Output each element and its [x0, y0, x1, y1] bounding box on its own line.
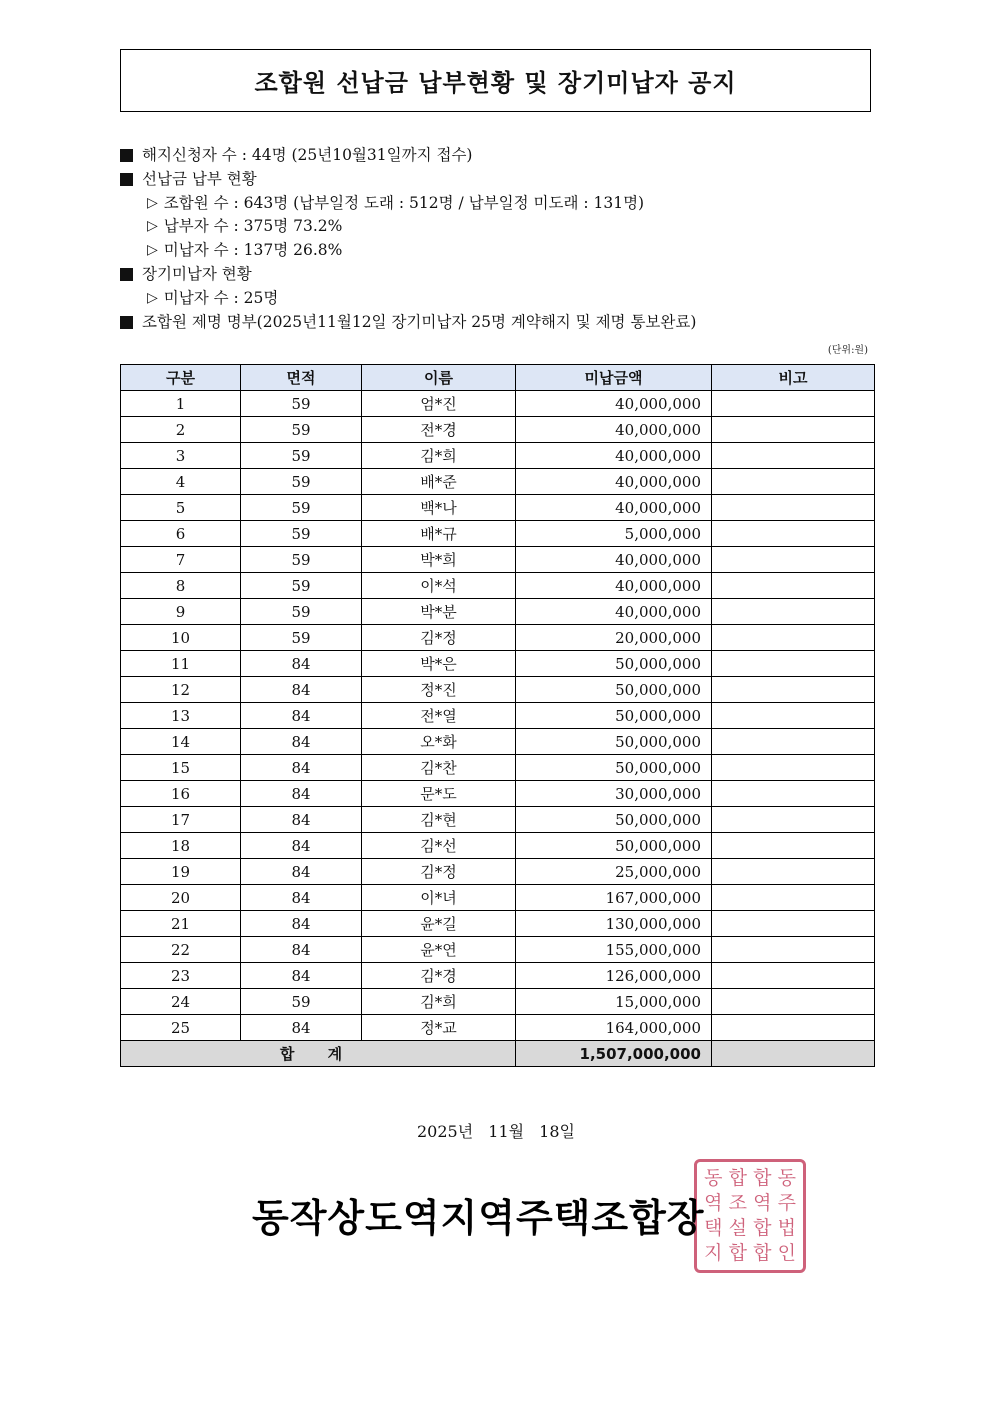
cell-name: 배*준 — [362, 469, 516, 495]
cell-area: 84 — [241, 1015, 362, 1041]
table-row — [121, 391, 875, 417]
cell-name: 김*희 — [362, 443, 516, 469]
cell-area: 84 — [241, 911, 362, 937]
cell-name: 김*경 — [362, 963, 516, 989]
info-sub-paid — [120, 215, 880, 239]
seal-character: 역 — [753, 1192, 772, 1214]
black-square-icon — [120, 173, 133, 186]
cell-area: 59 — [241, 625, 362, 651]
cell-amount: 167,000,000 — [516, 885, 712, 911]
cell-note — [712, 807, 875, 833]
cell-amount: 40,000,000 — [516, 469, 712, 495]
total-amount: 1,507,000,000 — [516, 1041, 712, 1067]
cell-amount: 20,000,000 — [516, 625, 712, 651]
cell-name: 정*진 — [362, 677, 516, 703]
seal-character: 법 — [777, 1217, 796, 1239]
cell-no: 19 — [121, 859, 241, 885]
notice-date: 2025년 11월 18일 — [417, 1122, 575, 1141]
cell-amount: 130,000,000 — [516, 911, 712, 937]
cell-note — [712, 963, 875, 989]
black-square-icon — [120, 268, 133, 281]
table-row — [121, 599, 875, 625]
info-section — [120, 144, 880, 334]
info-text: 미납자 수 : 25명 — [163, 288, 279, 307]
cell-name: 박*분 — [362, 599, 516, 625]
table-row — [121, 963, 875, 989]
cell-name: 김*선 — [362, 833, 516, 859]
cell-name: 김*찬 — [362, 755, 516, 781]
cell-name: 전*경 — [362, 417, 516, 443]
cell-no: 25 — [121, 1015, 241, 1041]
cell-amount: 15,000,000 — [516, 989, 712, 1015]
cell-amount: 50,000,000 — [516, 755, 712, 781]
cell-name: 전*열 — [362, 703, 516, 729]
seal-character: 합 — [728, 1167, 747, 1189]
cell-amount: 164,000,000 — [516, 1015, 712, 1041]
cell-note — [712, 755, 875, 781]
cell-area: 84 — [241, 833, 362, 859]
cell-note — [712, 729, 875, 755]
info-line-longterm — [120, 263, 880, 287]
unit-note: (단위:원) — [827, 345, 868, 356]
table-row — [121, 1015, 875, 1041]
cell-name: 오*화 — [362, 729, 516, 755]
table-row — [121, 417, 875, 443]
table-row — [121, 781, 875, 807]
info-sub-members — [120, 192, 880, 216]
table-row — [121, 859, 875, 885]
info-text: 해지신청자 수 : 44명 (25년10월31일까지 접수) — [142, 146, 473, 164]
table-row — [121, 651, 875, 677]
cell-note — [712, 885, 875, 911]
seal-character: 인 — [777, 1242, 796, 1264]
cell-amount: 40,000,000 — [516, 417, 712, 443]
cell-name: 윤*길 — [362, 911, 516, 937]
cell-name: 정*교 — [362, 1015, 516, 1041]
table-row — [121, 495, 875, 521]
cell-no: 1 — [121, 391, 241, 417]
title-box — [120, 49, 871, 112]
seal-character: 택 — [704, 1217, 723, 1239]
info-text: 미납자 수 : 137명 26.8% — [163, 241, 343, 260]
info-text: 조합원 제명 명부(2025년11월12일 장기미납자 25명 계약해지 및 제명 통보완료) — [142, 312, 697, 331]
cell-area: 59 — [241, 495, 362, 521]
cell-name: 김*정 — [362, 625, 516, 651]
cell-note — [712, 651, 875, 677]
cell-note — [712, 781, 875, 807]
cell-note — [712, 911, 875, 937]
cell-area: 84 — [241, 885, 362, 911]
cell-area: 84 — [241, 859, 362, 885]
info-sub-unpaid — [120, 239, 880, 263]
cell-area: 59 — [241, 521, 362, 547]
cell-name: 김*정 — [362, 859, 516, 885]
cell-area: 84 — [241, 963, 362, 989]
cell-amount: 25,000,000 — [516, 859, 712, 885]
header-amount: 미납금액 — [516, 365, 712, 391]
cell-note — [712, 417, 875, 443]
header-name: 이름 — [362, 365, 516, 391]
cell-no: 17 — [121, 807, 241, 833]
cell-amount: 40,000,000 — [516, 599, 712, 625]
seal-character: 역 — [704, 1192, 723, 1214]
cell-no: 4 — [121, 469, 241, 495]
table-row — [121, 573, 875, 599]
cell-name: 김*현 — [362, 807, 516, 833]
triangle-right-icon: ▷ — [147, 289, 158, 306]
cell-area: 59 — [241, 573, 362, 599]
cell-amount: 50,000,000 — [516, 807, 712, 833]
cell-name: 백*나 — [362, 495, 516, 521]
cell-no: 8 — [121, 573, 241, 599]
cell-no: 22 — [121, 937, 241, 963]
cell-note — [712, 937, 875, 963]
cell-amount: 40,000,000 — [516, 573, 712, 599]
cell-amount: 50,000,000 — [516, 729, 712, 755]
seal-character: 동 — [777, 1167, 796, 1189]
cell-no: 9 — [121, 599, 241, 625]
cell-area: 59 — [241, 443, 362, 469]
cell-no: 18 — [121, 833, 241, 859]
total-row — [121, 1041, 875, 1067]
cell-note — [712, 859, 875, 885]
cell-no: 21 — [121, 911, 241, 937]
cell-area: 84 — [241, 729, 362, 755]
table-row — [121, 703, 875, 729]
cell-no: 2 — [121, 417, 241, 443]
cell-name: 박*은 — [362, 651, 516, 677]
cell-no: 11 — [121, 651, 241, 677]
triangle-right-icon: ▷ — [147, 194, 158, 211]
cell-note — [712, 599, 875, 625]
cell-area: 84 — [241, 781, 362, 807]
cell-note — [712, 1015, 875, 1041]
table-row — [121, 807, 875, 833]
cell-name: 문*도 — [362, 781, 516, 807]
cell-area: 84 — [241, 807, 362, 833]
header-no: 구분 — [121, 365, 241, 391]
cell-no: 12 — [121, 677, 241, 703]
official-seal — [694, 1159, 806, 1273]
cell-note — [712, 677, 875, 703]
cell-area: 84 — [241, 703, 362, 729]
black-square-icon — [120, 149, 133, 162]
seal-character: 합 — [753, 1167, 772, 1189]
cell-amount: 50,000,000 — [516, 833, 712, 859]
cell-area: 59 — [241, 547, 362, 573]
info-text: 조합원 수 : 643명 (납부일정 도래 : 512명 / 납부일정 미도래 : 131명) — [163, 193, 645, 212]
cell-area: 84 — [241, 651, 362, 677]
page-title: 조합원 선납금 납부현황 및 장기미납자 공지 — [254, 69, 737, 97]
info-sub-longterm-count — [120, 287, 880, 311]
cell-name: 이*석 — [362, 573, 516, 599]
cell-name: 윤*연 — [362, 937, 516, 963]
seal-character: 동 — [704, 1167, 723, 1189]
cell-note — [712, 625, 875, 651]
seal-character: 합 — [753, 1242, 772, 1264]
cell-area: 59 — [241, 989, 362, 1015]
cell-amount: 30,000,000 — [516, 781, 712, 807]
seal-character: 주 — [777, 1192, 796, 1214]
cell-area: 84 — [241, 755, 362, 781]
cell-area: 59 — [241, 599, 362, 625]
table-row — [121, 911, 875, 937]
cell-note — [712, 989, 875, 1015]
cell-note — [712, 391, 875, 417]
triangle-right-icon: ▷ — [147, 218, 158, 235]
info-text: 장기미납자 현황 — [142, 264, 252, 283]
total-note — [712, 1041, 875, 1067]
cell-note — [712, 547, 875, 573]
triangle-right-icon: ▷ — [147, 242, 158, 259]
info-line-cancellation — [120, 144, 880, 168]
arrears-table — [120, 364, 875, 1067]
cell-amount: 40,000,000 — [516, 391, 712, 417]
cell-no: 24 — [121, 989, 241, 1015]
table-row — [121, 547, 875, 573]
table-row — [121, 885, 875, 911]
cell-no: 6 — [121, 521, 241, 547]
cell-no: 13 — [121, 703, 241, 729]
cell-no: 7 — [121, 547, 241, 573]
table-row — [121, 677, 875, 703]
cell-amount: 40,000,000 — [516, 495, 712, 521]
total-label: 합 계 — [121, 1041, 516, 1067]
table-row — [121, 729, 875, 755]
table-row — [121, 625, 875, 651]
organization-name: 동작상도역지역주택조합장 — [252, 1196, 705, 1240]
seal-character: 조 — [728, 1192, 747, 1214]
seal-character: 합 — [753, 1217, 772, 1239]
table-row — [121, 443, 875, 469]
cell-no: 3 — [121, 443, 241, 469]
table-row — [121, 989, 875, 1015]
info-line-expulsion — [120, 311, 880, 335]
cell-note — [712, 469, 875, 495]
cell-note — [712, 573, 875, 599]
cell-name: 김*희 — [362, 989, 516, 1015]
cell-note — [712, 521, 875, 547]
cell-amount: 50,000,000 — [516, 703, 712, 729]
cell-area: 84 — [241, 937, 362, 963]
table-row — [121, 469, 875, 495]
cell-note — [712, 495, 875, 521]
cell-area: 59 — [241, 391, 362, 417]
cell-area: 59 — [241, 469, 362, 495]
table-row — [121, 937, 875, 963]
cell-amount: 50,000,000 — [516, 677, 712, 703]
cell-no: 20 — [121, 885, 241, 911]
info-text: 선납금 납부 현황 — [142, 169, 257, 188]
cell-area: 59 — [241, 417, 362, 443]
cell-no: 15 — [121, 755, 241, 781]
cell-no: 23 — [121, 963, 241, 989]
cell-note — [712, 703, 875, 729]
cell-no: 14 — [121, 729, 241, 755]
info-text: 납부자 수 : 375명 73.2% — [163, 217, 343, 236]
cell-amount: 40,000,000 — [516, 547, 712, 573]
cell-amount: 5,000,000 — [516, 521, 712, 547]
black-square-icon — [120, 316, 133, 329]
cell-name: 배*규 — [362, 521, 516, 547]
cell-note — [712, 443, 875, 469]
cell-name: 박*희 — [362, 547, 516, 573]
info-line-prepayment — [120, 168, 880, 192]
cell-no: 16 — [121, 781, 241, 807]
table-row — [121, 833, 875, 859]
table-row — [121, 755, 875, 781]
cell-no: 10 — [121, 625, 241, 651]
cell-name: 이*녀 — [362, 885, 516, 911]
table-row — [121, 521, 875, 547]
cell-amount: 126,000,000 — [516, 963, 712, 989]
cell-name: 엄*진 — [362, 391, 516, 417]
seal-character: 설 — [728, 1217, 747, 1239]
header-area: 면적 — [241, 365, 362, 391]
cell-area: 84 — [241, 677, 362, 703]
cell-amount: 40,000,000 — [516, 443, 712, 469]
cell-amount: 155,000,000 — [516, 937, 712, 963]
cell-note — [712, 833, 875, 859]
seal-character: 지 — [704, 1242, 723, 1264]
seal-character: 합 — [728, 1242, 747, 1264]
table-header-row — [121, 365, 875, 391]
header-note: 비고 — [712, 365, 875, 391]
cell-amount: 50,000,000 — [516, 651, 712, 677]
cell-no: 5 — [121, 495, 241, 521]
